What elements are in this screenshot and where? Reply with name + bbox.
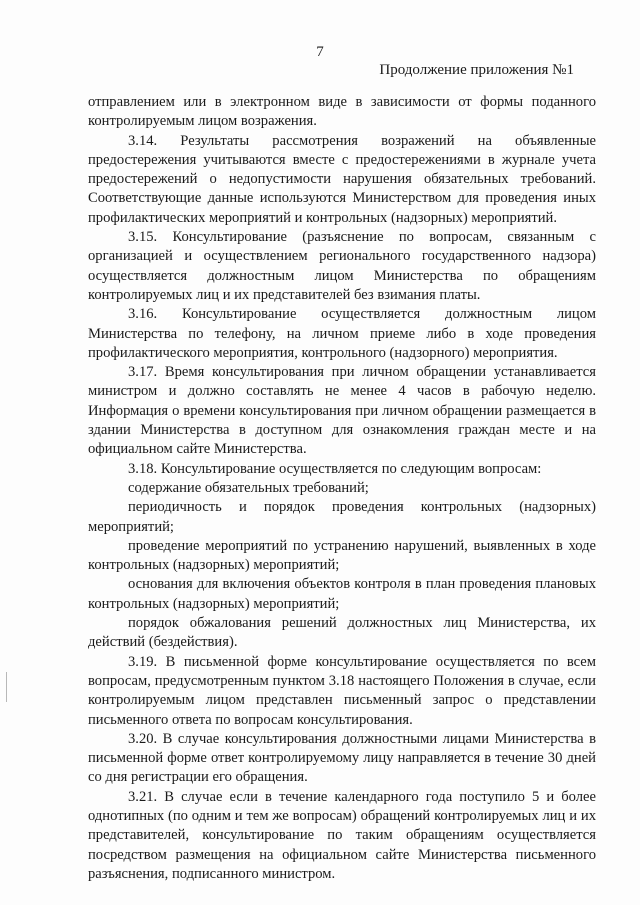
paragraph-3-15: 3.15. Консультирование (разъяснение по вопросам, связанным с организацией и осуществлением регионального государственного надзора) осуществляется должностным лицом Министерства по обращениям контролируемых лиц и их представителей без взимания платы. bbox=[88, 229, 596, 303]
list-item-appeals: порядок обжалования решений должностных лиц Министерства, их действий (бездействия). bbox=[88, 615, 596, 651]
margin-mark bbox=[6, 672, 7, 702]
paragraph-3-16: 3.16. Консультирование осуществляется должностным лицом Министерства по телефону, на личном приеме либо в ходе проведения профилактического мероприятия, контрольного (надзорного) мероприятия. bbox=[88, 306, 596, 361]
appendix-continuation-note: Продолжение приложения №1 bbox=[379, 62, 574, 78]
page-number: 7 bbox=[316, 44, 324, 60]
list-item-remediation: проведение мероприятий по устранению нарушений, выявленных в ходе контрольных (надзорных) мероприятий; bbox=[88, 537, 596, 574]
paragraph-3-19: 3.19. В письменной форме консультирование осуществляется по всем вопросам, предусмотренным пунктом 3.18 настоящего Положения в случае, если контролируемым лицом представлен письменный запрос о представлении письменного ответа по вопросам консультирования. bbox=[88, 653, 596, 728]
paragraph-3-14: 3.14. Результаты рассмотрения возражений на объявленные предостережения учитываются вместе с предостережениями в журнале учета предостережений о недопустимости нарушения обязательных требований. Соответствующие данные используются Министерством для проведения иных профилактических мероприятий и контрольных (надзорных) мероприятий. bbox=[88, 132, 596, 226]
paragraph-3-17: 3.17. Время консультирования при личном обращении устанавливается министром и должно составлять не менее 4 часов в рабочую неделю. Информация о времени консультирования при личном обращении размещается в здании Министерства в доступном для ознакомления граждан месте и на официальном сайте Министерства. bbox=[88, 364, 596, 458]
paragraph-3-21: 3.21. В случае если в течение календарного года поступило 5 и более однотипных (по одним и тем же вопросам) обращений контролируемых лиц и их представителей, консультирование по таким обращениям осуществляется посредством размещения на официальном сайте Министерства письменного разъяснения, подписанного министром. bbox=[88, 788, 596, 882]
paragraph-3-18: 3.18. Консультирование осуществляется по следующим вопросам: bbox=[128, 460, 542, 477]
list-item-periodicity: периодичность и порядок проведения контрольных (надзорных) мероприятий; bbox=[88, 499, 596, 535]
list-item-planning: основания для включения объектов контроля в план проведения плановых контрольных (надзорных) мероприятий; bbox=[88, 576, 596, 612]
document-body bbox=[88, 93, 596, 884]
paragraph-3-20: 3.20. В случае консультирования должностными лицами Министерства в письменной форме ответ контролируемому лицу направляется в течение 30 дней со дня регистрации его обращения. bbox=[88, 730, 596, 786]
list-item-requirements: содержание обязательных требований; bbox=[128, 479, 369, 496]
paragraph-continuation: отправлением или в электронном виде в зависимости от формы поданного контролируемым лицом возражения. bbox=[88, 94, 596, 130]
